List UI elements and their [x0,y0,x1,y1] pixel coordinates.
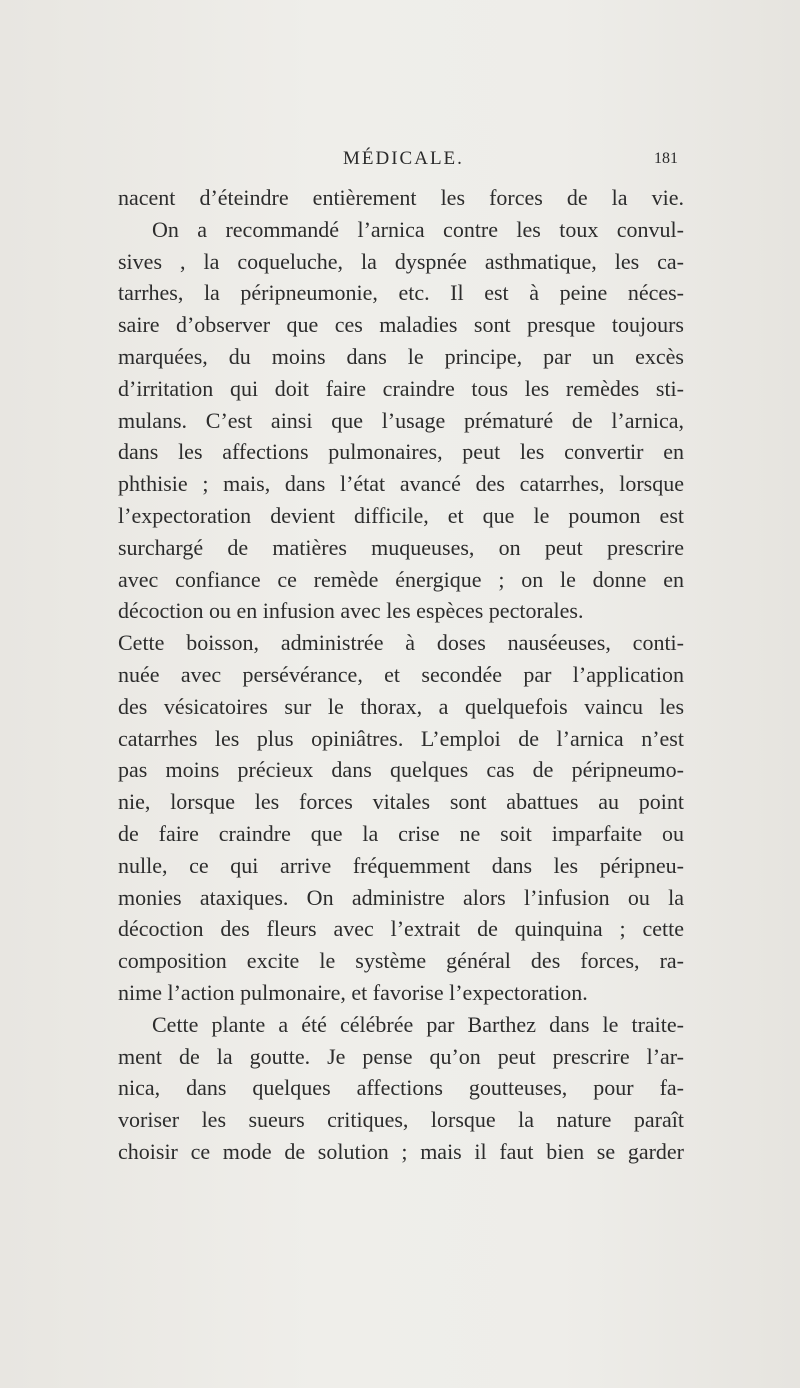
text-line: l’expectoration devient difficile, et que le poumon est [118,502,684,528]
text-line: phthisie ; mais, dans l’état avancé des catarrhes, lorsque [118,471,684,497]
text-line: mulans. C’est ainsi que l’usage prématuré de l’arnica, [118,407,684,433]
text-line: catarrhes les plus opiniâtres. L’emploi de l’arnica n’est [118,725,684,751]
text-line: pas moins précieux dans quelques cas de péripneumo- [118,757,684,783]
text-line: nulle, ce qui arrive fréquemment dans les péripneu- [118,852,684,878]
text-line: monies ataxiques. On administre alors l’infusion ou la [118,884,684,910]
text-line: nacent d’éteindre entièrement les forces de la vie. [118,185,684,210]
running-head: MÉDICALE. [343,148,464,169]
text-line: d’irritation qui doit faire craindre tous les remèdes sti- [118,375,684,401]
text-line: dans les affections pulmonaires, peut les convertir en [118,439,684,465]
text-line: tarrhes, la péripneumonie, etc. Il est à peine néces- [118,280,684,306]
page-number: 181 [654,150,678,167]
text-line: saire d’observer que ces maladies sont presque toujours [118,312,684,338]
text-line: Cette boisson, administrée à doses nauséeuses, conti- [118,630,684,656]
text-line: des vésicatoires sur le thorax, a quelquefois vaincu les [118,693,684,719]
text-line: décoction des fleurs avec l’extrait de quinquina ; cette [118,916,684,942]
text-line: marquées, du moins dans le principe, par un excès [118,343,684,369]
text-line: surchargé de matières muqueuses, on peut prescrire [118,534,684,560]
text-line: nica, dans quelques affections goutteuses, pour fa- [118,1075,684,1101]
body-text [118,182,684,1168]
text-line: de faire craindre que la crise ne soit imparfaite ou [118,820,684,846]
text-line: ment de la goutte. Je pense qu’on peut prescrire l’ar- [118,1043,684,1069]
text-line: avec confiance ce remède énergique ; on le donne en [118,566,684,592]
page-header [118,148,678,178]
text-line: sives , la coqueluche, la dyspnée asthmatique, les ca- [118,248,684,274]
paragraph-first-line: Cette plante a été célébrée par Barthez dans le traite- [152,1011,684,1037]
paragraph-first-line: On a recommandé l’arnica contre les toux convul- [152,216,684,242]
text-line: composition excite le système général des forces, ra- [118,948,684,974]
paragraph-last-line: décoction ou en infusion avec les espèces pectorales. [118,598,584,624]
text-line: nie, lorsque les forces vitales sont abattues au point [118,789,684,815]
text-line: nuée avec persévérance, et secondée par l’application [118,661,684,687]
paragraph-last-line: nime l’action pulmonaire, et favorise l’expectoration. [118,979,588,1005]
text-line: voriser les sueurs critiques, lorsque la nature paraît [118,1107,684,1133]
text-line: choisir ce mode de solution ; mais il faut bien se garder [118,1138,684,1164]
